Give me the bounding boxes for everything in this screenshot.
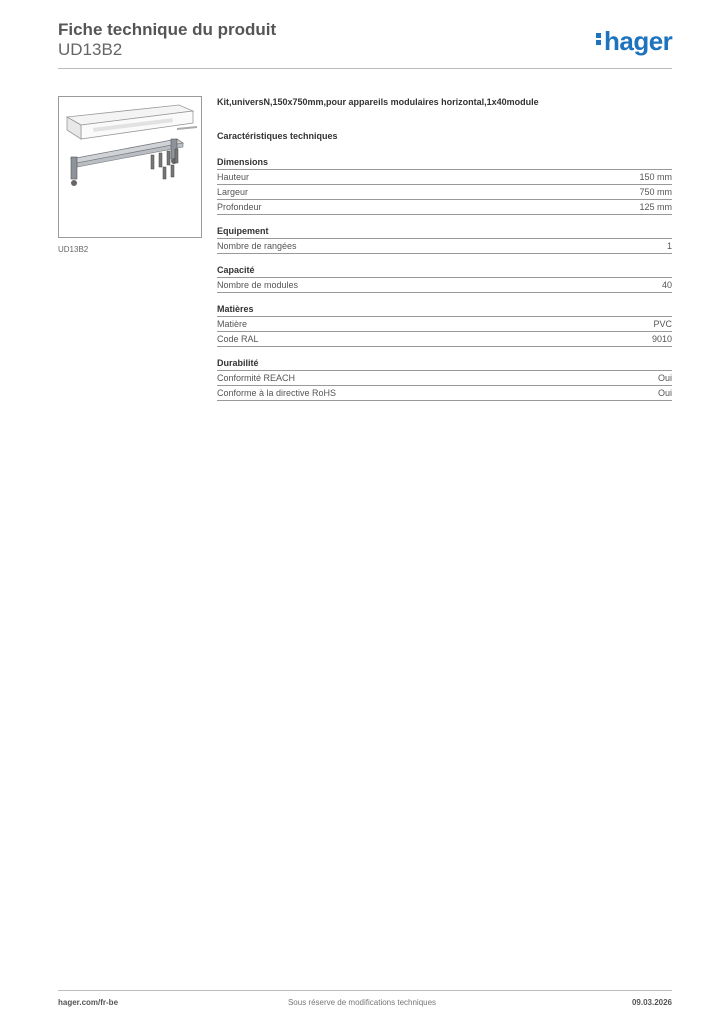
product-kit-illustration-icon [59,97,201,237]
spec-value: 750 mm [639,187,672,197]
section-title: Durabilité [217,357,672,371]
section-title: Dimensions [217,156,672,170]
spec-row [217,386,672,401]
spec-label: Conforme à la directive RoHS [217,388,337,398]
specs-table [217,156,672,411]
spec-label: Nombre de rangées [217,241,297,251]
spec-value: 9010 [651,334,672,344]
spec-label: Largeur [217,187,249,197]
product-description: Kit,universN,150x750mm,pour appareils modulaires horizontal,1x40module [217,97,539,107]
spec-row [217,371,672,386]
image-caption: UD13B2 [58,245,89,254]
spec-value: 125 mm [639,202,672,212]
product-code: UD13B2 [58,40,123,59]
spec-row [217,170,672,185]
section-title: Equipement [217,225,672,239]
product-image [58,96,202,238]
spec-value: Oui [657,373,672,383]
spec-value: 150 mm [639,172,672,182]
header-divider [58,68,672,69]
spec-label: Conformité REACH [217,373,296,383]
footer-date: 09.03.2026 [631,998,672,1007]
spec-row [217,185,672,200]
spec-label: Matière [217,319,248,329]
spec-value: PVC [653,319,672,329]
footer-disclaimer: Sous réserve de modifications techniques [287,998,437,1007]
spec-row [217,239,672,254]
spec-row [217,200,672,215]
footer-divider [58,990,672,991]
spec-section-dimensions [217,156,672,215]
section-title: Capacité [217,264,672,278]
spec-section-capacity [217,264,672,293]
spec-value: Oui [657,388,672,398]
spec-value: 1 [666,241,672,251]
spec-label: Nombre de modules [217,280,299,290]
spec-label: Hauteur [217,172,250,182]
spec-value: 40 [661,280,672,290]
spec-label: Profondeur [217,202,262,212]
spec-section-durability [217,357,672,401]
logo-dots-icon [596,31,602,47]
page-title: Fiche technique du produit [58,20,277,39]
technical-characteristics-heading: Caractéristiques techniques [217,131,338,141]
spec-row [217,332,672,347]
spec-section-materials [217,303,672,347]
spec-label: Code RAL [217,334,259,344]
footer-website: hager.com/fr-be [58,998,119,1007]
hager-logo [596,26,672,57]
spec-section-equipment [217,225,672,254]
spec-row [217,278,672,293]
logo-text: hager [604,26,673,56]
spec-row [217,317,672,332]
section-title: Matières [217,303,672,317]
